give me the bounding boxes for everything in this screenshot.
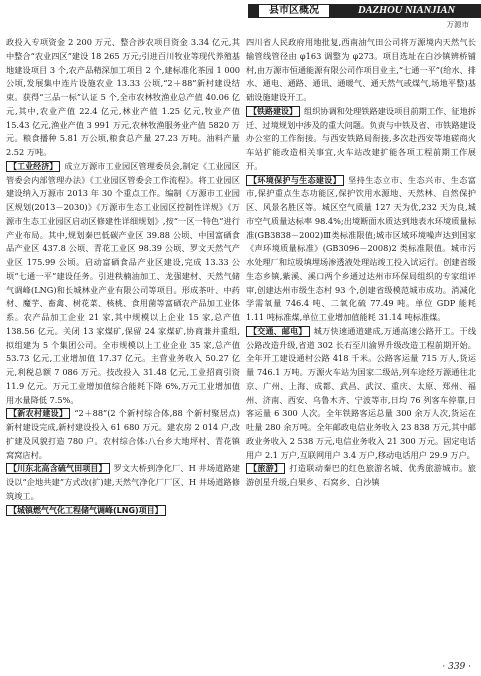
section-tag-lng: 【城镇燃气气化工程储气调峰(LNG)项目】 bbox=[6, 505, 166, 516]
section-railway bbox=[246, 105, 476, 174]
paragraph-environment: 坚持生态立市、生态兴市、生态富市,保护重点生态功能区,保护饮用水源地、天然林、自然保护区、风景名胜区等。城区空气质量 127 天为优,232 天为良,城市空气质量达标率 98.4%;出境断面水质达到地表水环境质量标准(GB3838－2002)Ⅲ类标准限值;城市区域环境噪声达到国家《声环境质量标准》(GB3096－2008)2 类标准限值。城市污水处理厂和垃圾填埋场渗透液处理站竣工投入试运行。创建省级生态乡镇,紫溪、溪口两个乡通过达州市环保局组织的专家组评审,创建达州市级生态村 93 个,创建省级模范城市成功。消减化学需氧量 746.4 吨、二氧化硫 77.49 吨。单位 GDP 能耗 1.11 吨标准煤,单位工业增加值能耗 31.14 吨标准煤。 bbox=[246, 174, 476, 322]
paragraph-lng-continued: 四川省人民政府用地批复,西南油气田公司将万源境内天然气长输管线管径由 φ163 调整为 φ273。项目选址在白沙镇辨桥铺村,由万源市恒通能源有限公司作项目业主,“七通一平”(给水、排水、通电、通路、通讯、通暖气、通天然气或煤气,场地平整)基础设施建设开工。 bbox=[246, 37, 476, 102]
section-traffic bbox=[246, 325, 476, 463]
section-tag-environment: 【环境保护与生态建设】 bbox=[246, 175, 344, 186]
section-gas-field bbox=[6, 462, 240, 503]
section-tourism bbox=[246, 462, 476, 490]
header-section-tab: 县市区概况 bbox=[258, 4, 330, 18]
paragraph-gas-field: 罗文大桥到净化厂、H 井场道路建设以“企地共建”方式改(扩)建,天然气净化厂厂区、H 井场道路修筑竣工。 bbox=[6, 463, 240, 501]
paragraph-railway: 组织协调和处理铁路建设项目前期工作、征地拆迁、过境规划中涉及的重大问题。负责与中铁及省、市铁路建设办公室的工作衔接。与西安铁路局衔接,多次赴西安等地磋商火车站扩能改造相关事宜,火车站改建扩能各项工程前期工作展开。 bbox=[246, 105, 476, 171]
header-english-title: DAZHOU NIANJIAN bbox=[358, 5, 456, 16]
section-tag-industry: 【工业经济】 bbox=[6, 161, 60, 172]
paragraph-tourism: 打造联动秦巴的红色旅游名城、优秀旅游城市。旅游创星升级,白果乡、石窝乡、白沙镇 bbox=[246, 463, 476, 487]
section-tag-new-village: 【新农村建设】 bbox=[6, 408, 70, 419]
section-tag-gas-field: 【川东北高含硫气田项目】 bbox=[6, 463, 110, 474]
section-new-village bbox=[6, 407, 240, 462]
header-subtitle: 万源市 bbox=[446, 20, 469, 29]
section-tag-tourism: 【旅游】 bbox=[246, 463, 285, 474]
section-tag-railway: 【铁路建设】 bbox=[246, 106, 300, 117]
right-column bbox=[246, 36, 476, 490]
page-number: · 339 · bbox=[442, 662, 471, 672]
section-industry bbox=[6, 160, 240, 408]
left-column bbox=[6, 36, 240, 517]
paragraph-industry: 成立万源市工业园区管理委员会,制定《工业园区管委会内部管理办法》《工业园区管委会工作流程》。将工业园区建设纳入万源市 2013 年 30 个重点工作。编制《万源市工业园区规划(2013－2030)》《万源市生态工业园区控制性详规》《万源市生态工业园区启动区修建性详细规划》,按“一区一特色”进行产业布局。其中,规划秦巴低碳产业区 39.88 公顷、中国富硒食品产业区 437.8 公顷、青花工业区 98.39 公顷、罗文天然气产业区 175.99 公顷。启动富硒食品产业区建设,完成 13.33 公顷“七通一平”建设任务。引进秩楠油加工、龙强建材、天然气储气调峰(LNG)和长城林业产业有限公司等项目。形成茶叶、中药材、魔芋、畜禽、树花菜、核桃、食用菌等富硒农产品加工业体系。农产品加工企业 21 家,其中规模以上企业 15 家,总产值 138.56 亿元。关闭 13 家煤矿,保留 24 家煤矿,协商兼并重组,拟组建为 5 个集团公司。全市规模以上工业企业 35 家,总产值 53.73 亿元,工业增加值 17.37 亿元。主营业务收入 50.27 亿元,利税总额 7 086 万元。技改投入 31.48 亿元,工业招商引资 11.9 亿元。万元工业增加值综合能耗下降 6%,万元工业增加值用水量降低 7.5%。 bbox=[6, 160, 240, 405]
section-tag-traffic: 【交通、邮电】 bbox=[246, 326, 310, 337]
section-lng bbox=[6, 504, 240, 518]
paragraph-new-village: “2＋88”(2 个新村综合体,88 个新村聚居点)新村建设完成,新村建设投入 61 680 万元。建农房 2 014 户,改扩建及风貌打造 780 户。农村综合体:八台乡大地坪村、青花镇窝窝店村。 bbox=[6, 408, 241, 460]
paragraph-traffic: 城万快速通道建成,万通高速公路开工。干线公路改造升级,省道 302 长石至川渝界升级改造工程前期开始。全年开工建设通村公路 418 千米。公路客运量 715 万人,货运量 746.1 万吨。万源火车站为国家二级站,列车途经万源通往北京、广州、上海、成都、武昌、武汉、重庆、太原、郑州、福州、济南、西安、乌鲁木齐、宁波等市,日均 76 列客车停靠,日客运量 6 300 人次。全年铁路客运总量 300 余万人次,货运在吐量 280 余万吨。全年邮政电信业务收入 23 838 万元,其中邮政业务收入 2 538 万元,电信业务收入 21 300 万元。固定电话用户 2.1 万户,互联网用户 3.4 万户,移动电话用户 29.9 万户。 bbox=[246, 325, 477, 460]
paragraph-agriculture: 政投入专项资金 2 200 万元、整合涉农项目资金 3.34 亿元,其中整合“农业四区”建设 18 265 万元;引进百川牧业等现代养殖基地建设项目 3 个,农产品精深加工项目 2 个,建标准化茶园 1 000 公顷,发展集中连片设施农业 13.33 公顷,“2＋88”新村建设结束。获得“三品一标”认证 5 个,全市农林牧渔业总产值 40.06 亿元,其中,农业产值 22.4 亿元,林业产值 1.25 亿元,牧业产值 15.43 亿元,渔业产值 3 991 万元,农林牧渔服务业产值 5820 万元。粮食播种 5.81 万公顷,粮食总产量 27.23 万吨。油料产量 2.52 万吨。 bbox=[6, 37, 240, 157]
section-environment bbox=[246, 174, 476, 325]
